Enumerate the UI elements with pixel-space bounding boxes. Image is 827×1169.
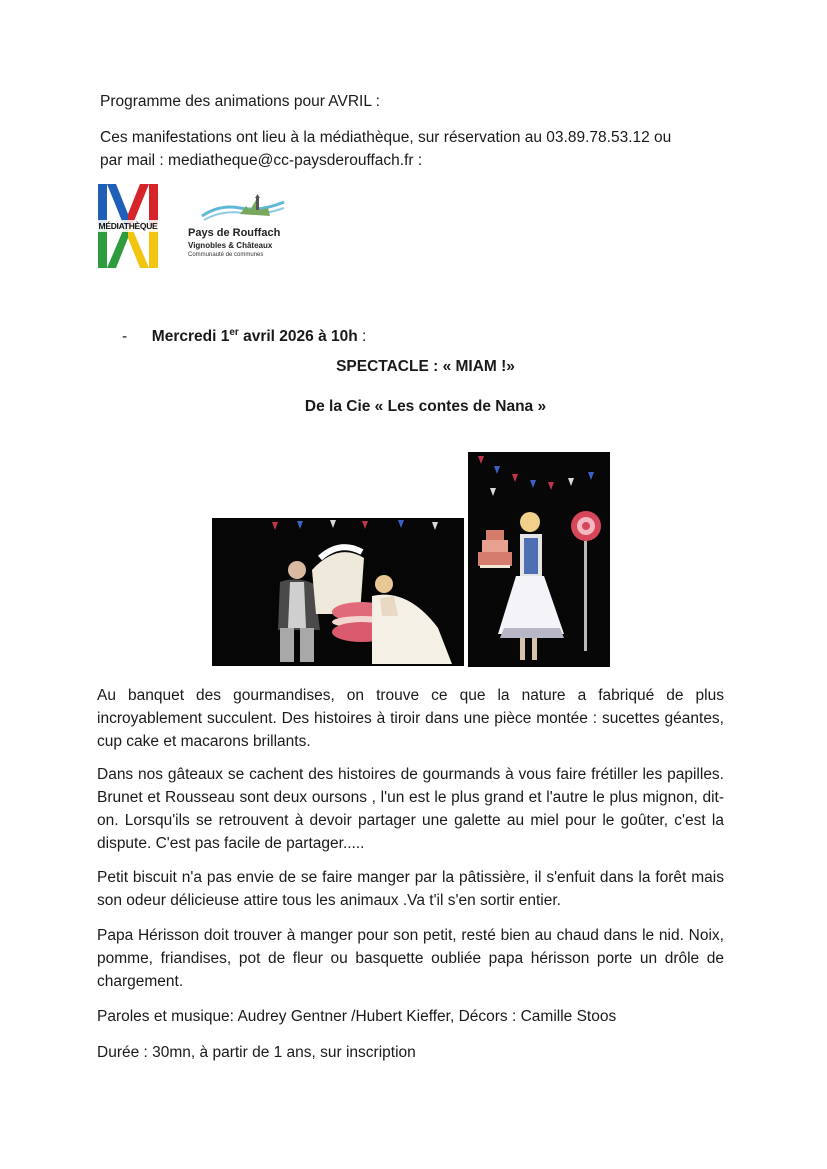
- paragraph-gateaux: Dans nos gâteaux se cachent des histoires de gourmands à vous faire frétiller les papilles. Brunet et Rousseau sont deux oursons , l'un est le plus grand et l'autre le plus mignon, dit-on. Lorsqu'ils se retrouvent à devoir partager une galette au miel pour le goûter, c'est la dispute. C'est pas facile de partager.....: [97, 766, 724, 852]
- intro-line-2: par mail : mediatheque@cc-paysderouffach.fr :: [100, 152, 423, 169]
- bullet-dash: -: [122, 328, 128, 346]
- intro-line-1: Ces manifestations ont lieu à la médiathèque, sur réservation au 03.89.78.53.12 ou: [100, 129, 672, 146]
- event-date-day: Mercredi 1: [151, 328, 230, 346]
- event-title: SPECTACLE : « MIAM !»: [336, 358, 515, 375]
- mediatheque-logo-text: MÉDIATHÈQUE: [98, 221, 158, 231]
- rouffach-subtitle: Vignobles & Châteaux: [188, 241, 273, 250]
- mediatheque-logo: [98, 184, 158, 268]
- rouffach-tagline: Communauté de communes: [188, 252, 264, 258]
- event-date-rest: avril 2026 à 10h: [238, 328, 358, 346]
- show-photo-patissiere: [468, 452, 610, 667]
- paragraph-biscuit: Petit biscuit n'a pas envie de se faire manger par la pâtissière, il s'enfuit dans la forêt mais son odeur délicieuse attire tous les animaux .Va t'il s'en sortir entier.: [97, 869, 724, 909]
- rouffach-name: Pays de Rouffach: [188, 227, 281, 239]
- event-date-line: [122, 321, 366, 348]
- paragraph-banquet: Au banquet des gourmandises, on trouve ce que la nature a fabriqué de plus incroyablement succulent. Des histoires à tiroir dans une pièce montée : sucettes géantes, cup cake et macarons brillants.: [97, 687, 724, 750]
- paragraph-herisson: Papa Hérisson doit trouver à manger pour son petit, resté bien au chaud dans le nid. Noix, pomme, friandises, pot de fleur ou basquette oubliée papa hérisson porte un drôle de chargement.: [97, 927, 724, 990]
- event-company: De la Cie « Les contes de Nana »: [304, 398, 547, 415]
- event-date-suffix: er: [229, 327, 239, 338]
- event-date-colon: :: [357, 328, 367, 346]
- duration-line: Durée : 30mn, à partir de 1 ans, sur inscription: [97, 1044, 416, 1061]
- page-heading: Programme des animations pour AVRIL :: [100, 93, 380, 110]
- pays-de-rouffach-logo: [188, 194, 298, 264]
- show-photo-performers: [212, 518, 464, 666]
- credits-line: Paroles et musique: Audrey Gentner /Hubert Kieffer, Décors : Camille Stoos: [97, 1008, 617, 1025]
